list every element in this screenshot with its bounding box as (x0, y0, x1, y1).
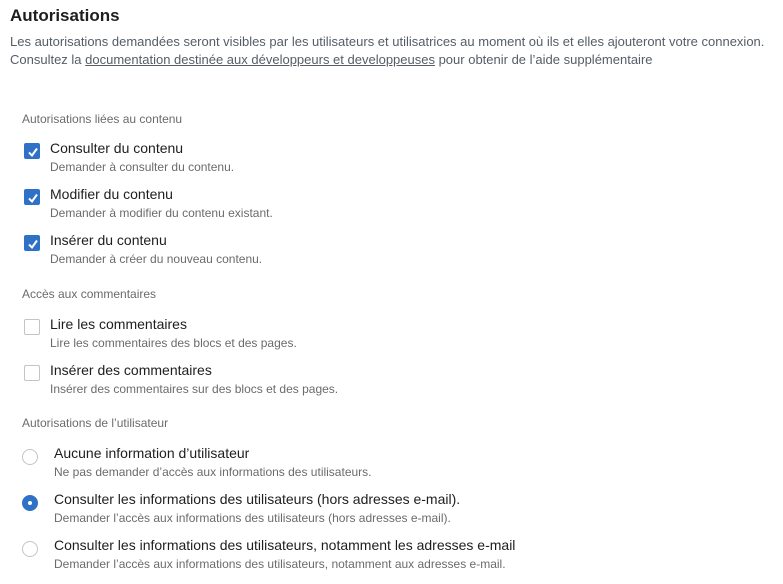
checkmark-icon (27, 192, 39, 204)
option-description: Lire les commentaires des blocs et des pages. (50, 336, 297, 350)
checkmark-icon (27, 238, 39, 250)
section-label-comments: Accès aux commentaires (22, 287, 157, 301)
option-label: Consulter les informations des utilisateurs (hors adresses e-mail). (54, 491, 461, 507)
option-label: Consulter du contenu (50, 140, 184, 156)
section-label-content: Autorisations liées au contenu (22, 112, 183, 126)
checkbox-lire-commentaires[interactable] (24, 319, 40, 335)
checkmark-icon (27, 146, 39, 158)
option-label: Insérer du contenu (50, 232, 167, 248)
section-label-user: Autorisations de l’utilisateur (22, 416, 169, 430)
option-description: Demander à créer du nouveau contenu. (50, 252, 263, 266)
intro-line-1: Les autorisations demandées seront visibles par les utilisateurs et utilisatrices au moment où ils et elles ajouteront votre connexion. (10, 34, 765, 49)
option-description: Demander l’accès aux informations des utilisateurs (hors adresses e-mail). (54, 511, 451, 525)
option-label: Lire les commentaires (50, 316, 187, 332)
option-label: Aucune information d’utilisateur (54, 445, 250, 461)
checkbox-inserer-contenu[interactable] (24, 235, 40, 251)
radio-aucune-information[interactable] (22, 449, 38, 465)
checkbox-consulter-contenu[interactable] (24, 143, 40, 159)
option-description: Demander à consulter du contenu. (50, 160, 235, 174)
radio-infos-avec-email[interactable] (22, 541, 38, 557)
option-description: Demander à modifier du contenu existant. (50, 206, 273, 220)
intro-text (10, 33, 780, 69)
intro-line-2-suffix: pour obtenir de l’aide supplémentaire (434, 52, 653, 67)
option-description: Insérer des commentaires sur des blocs et des pages. (50, 382, 339, 396)
checkbox-inserer-commentaires[interactable] (24, 365, 40, 381)
option-label: Consulter les informations des utilisateurs, notamment les adresses e-mail (54, 537, 516, 553)
page-title: Autorisations (10, 6, 120, 25)
radio-infos-hors-email[interactable] (22, 495, 38, 511)
option-description: Ne pas demander d’accès aux informations des utilisateurs. (54, 465, 372, 479)
checkbox-modifier-contenu[interactable] (24, 189, 40, 205)
option-label: Modifier du contenu (50, 186, 173, 202)
intro-line-2 (10, 51, 780, 69)
option-label: Insérer des commentaires (50, 362, 212, 378)
option-description: Demander l’accès aux informations des utilisateurs, notamment aux adresses e-mail. (54, 557, 506, 571)
intro-line-2-prefix: Consultez la (10, 52, 86, 67)
developer-documentation-link[interactable]: documentation destinée aux développeurs et developpeuses (85, 52, 435, 67)
